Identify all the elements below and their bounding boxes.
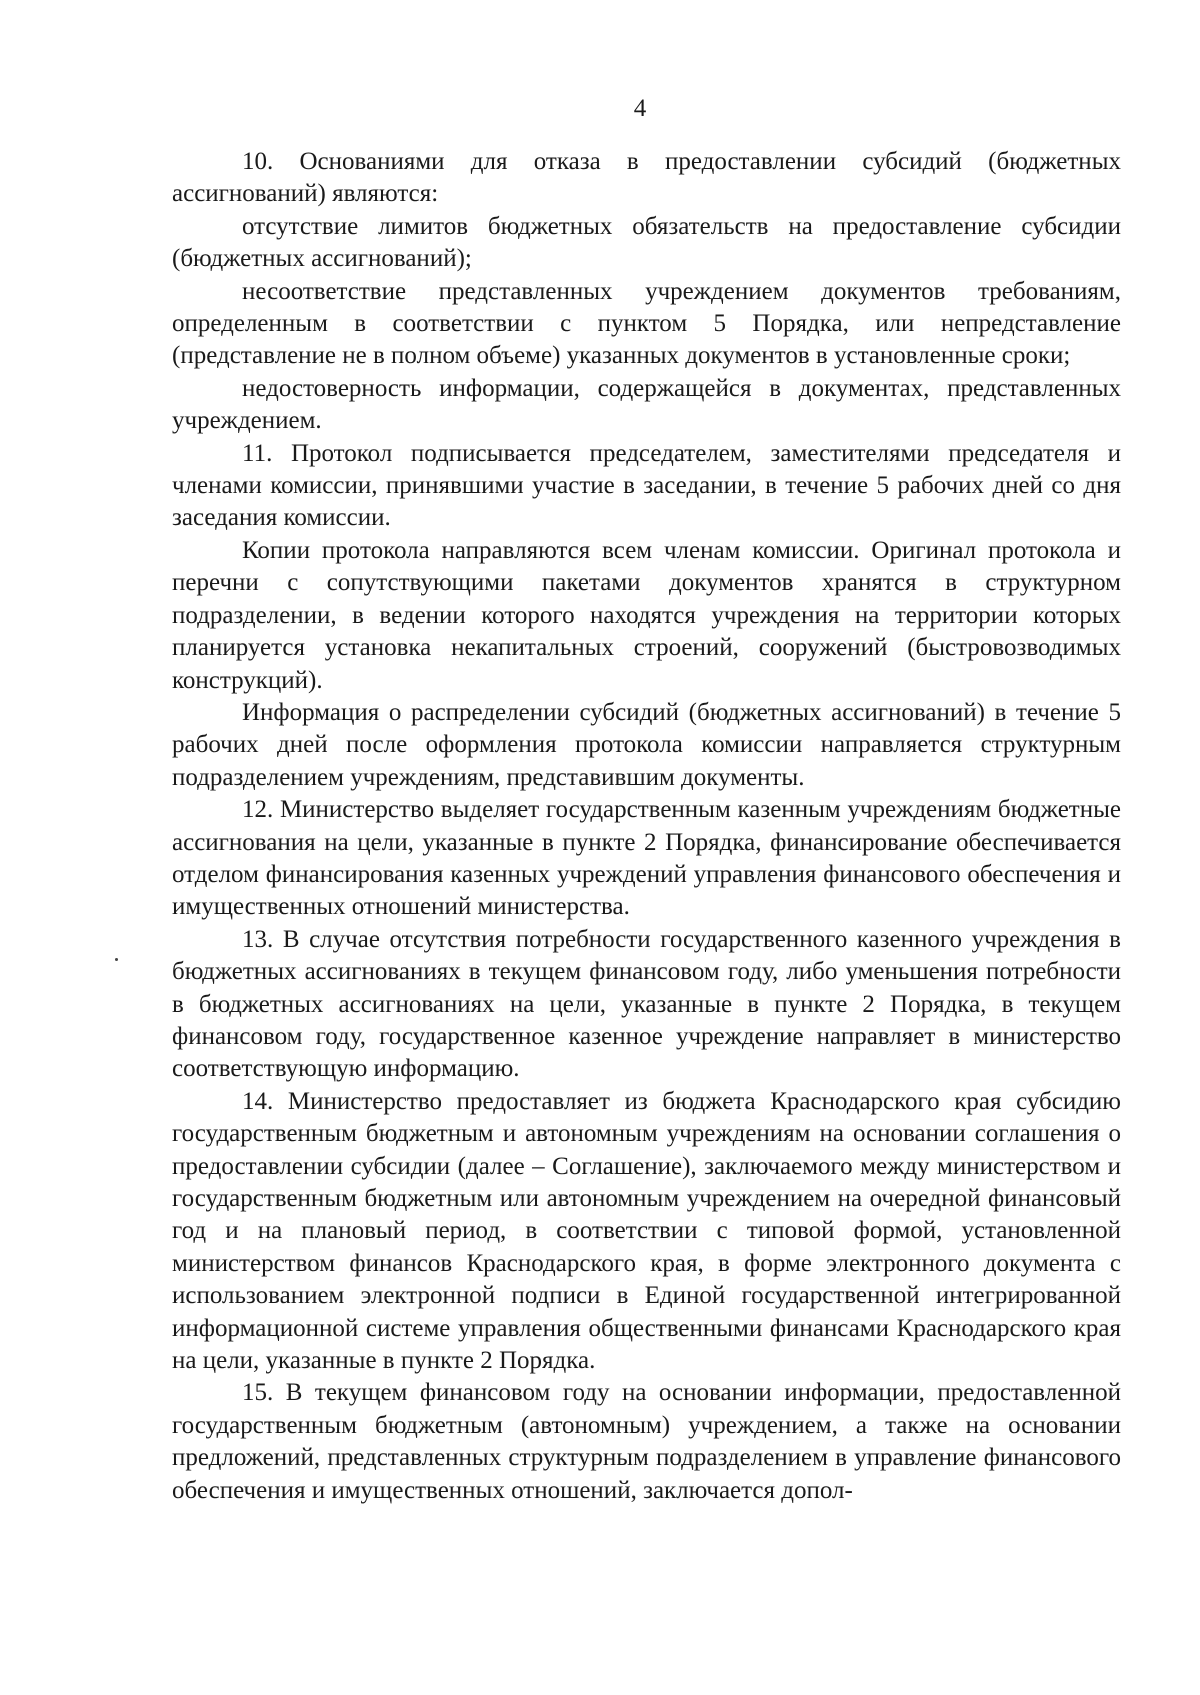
paragraph-14: 14. Министерство предоставляет из бюджета Краснодарского края субсидию государственным бюджетным и автономным учреждениям на основании соглашения о предоставлении субсидии (далее – Соглашение), заключаемого между министерством и государственным бюджетным или автономным учреждением на очередной финансовый год и на плановый период, в соответствии с типовой формой, установленной министерством финансов Краснодарского края, в форме электронного документа с использованием электронной подписи в Единой государственной интегрированной информационной системе управления общественными финансами Краснодарского края на цели, указанные в пункте 2 Порядка.: [172, 1087, 1121, 1375]
paragraph-12: 12. Министерство выделяет государственным казенным учреждениям бюджетные ассигнования на цели, указанные в пункте 2 Порядка, финансирование обеспечивается отделом финансирования казенных учреждений управления финансового обеспечения и имущественных отношений министерства.: [172, 796, 1121, 921]
paragraph-15: 15. В текущем финансовом году на основании информации, предоставленной государственным бюджетным (автономным) учреждением, а также на основании предложений, представленных структурным подразделением в управление финансового обеспечения и имущественных отношений, заключается допол-: [172, 1379, 1121, 1504]
scan-speck: [115, 958, 118, 961]
paragraph-10: 10. Основаниями для отказа в предоставлении субсидий (бюджетных ассигнований) являются:: [172, 148, 1121, 208]
paragraph-11-copies: Копии протокола направляются всем членам комиссии. Оригинал протокола и перечни с сопутствующими пакетами документов хранятся в структурном подразделении, в ведении которого находятся учреждения на территории которых планируется установка некапитальных строений, сооружений (быстровозводимых конструкций).: [172, 536, 1121, 694]
paragraph-10-item-unreliability: недостоверность информации, содержащейся в документах, представленных учреждением.: [172, 374, 1121, 435]
paragraph-13: 13. В случае отсутствия потребности государственного казенного учреждения в бюджетных ассигнованиях в текущем финансовом году, либо уменьшения потребности в бюджетных ассигнованиях на цели, указанные в пункте 2 Порядка, в текущем финансовом году, государственное казенное учреждение направляет в министерство соответствующую информацию.: [172, 925, 1121, 1083]
paragraph-11: 11. Протокол подписывается председателем, заместителями председателя и членами комиссии, принявшими участие в заседании, в течение 5 рабочих дней со дня заседания комиссии.: [172, 439, 1121, 532]
page-number: 4: [633, 95, 647, 122]
paragraph-10-item-limits: отсутствие лимитов бюджетных обязательств на предоставление субсидии (бюджетных ассигнований);: [172, 212, 1121, 273]
document-body: [172, 146, 1121, 1507]
paragraph-11-information: Информация о распределении субсидий (бюджетных ассигнований) в течение 5 рабочих дней после оформления протокола комиссии направляется структурным подразделением учреждениям, представившим документы.: [172, 698, 1121, 791]
paragraph-10-item-nonconformity: несоответствие представленных учреждением документов требованиям, определенным в соответствии с пунктом 5 Порядка, или непредставление (представление не в полном объеме) указанных документов в установленные сроки;: [172, 277, 1121, 370]
